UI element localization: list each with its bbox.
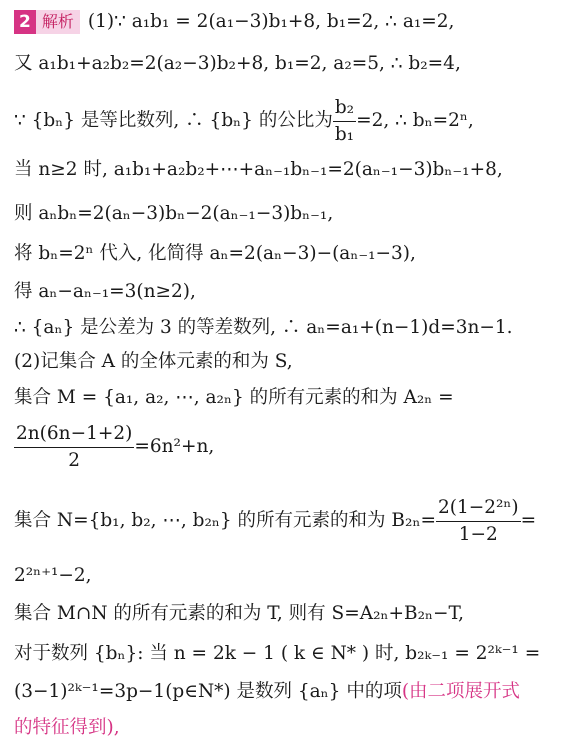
line-3-text: ∵ {bₙ} 是等比数列, ∴ {bₙ} 的公比为 bbox=[14, 110, 333, 131]
sum-a-denominator: 2 bbox=[68, 449, 81, 471]
line-3 bbox=[14, 94, 565, 148]
ratio-denominator: b₁ bbox=[334, 123, 355, 145]
line-1-text: (1)∵ a₁b₁ = 2(a₁−3)b₁+8, b₁=2, ∴ a₁=2, bbox=[87, 11, 455, 32]
sum-a-fraction bbox=[14, 421, 134, 474]
line-7: 得 aₙ−aₙ₋₁=3(n≥2), bbox=[14, 281, 196, 302]
line-13: 2²ⁿ⁺¹−2, bbox=[14, 565, 92, 586]
line-14: 集合 M∩N 的所有元素的和为 T, 则有 S=A₂ₙ+B₂ₙ−T, bbox=[14, 603, 465, 624]
line-17: 的特征得到), bbox=[14, 717, 120, 738]
line-11 bbox=[14, 420, 565, 474]
line-11-tail: =6n²+n, bbox=[134, 436, 215, 457]
line-5: 则 aₙbₙ=2(aₙ−3)bₙ−2(aₙ₋₁−3)bₙ₋₁, bbox=[14, 203, 334, 224]
line-12-tail: = bbox=[520, 510, 537, 531]
line-12 bbox=[14, 494, 565, 548]
sum-a-numerator: 2n(6n−1+2) bbox=[14, 421, 134, 448]
solution-number-badge: 2 bbox=[14, 10, 36, 34]
line-2: 又 a₁b₁+a₂b₂=2(a₂−3)b₂+8, b₁=2, a₂=5, ∴ b₂=4, bbox=[14, 53, 461, 74]
line-10: 集合 M = {a₁, a₂, ⋯, a₂ₙ} 的所有元素的和为 A₂ₙ = bbox=[14, 387, 454, 408]
line-16 bbox=[14, 678, 565, 706]
sum-b-fraction bbox=[436, 495, 521, 548]
line-15: 对于数列 {bₙ}: 当 n = 2k − 1 ( k ∈ N* ) 时, b₂ₖ₋₁ = 2²ᵏ⁻¹ = bbox=[14, 643, 541, 664]
ratio-fraction bbox=[333, 95, 356, 148]
ratio-numerator: b₂ bbox=[333, 95, 356, 122]
line-3-tail: =2, ∴ bₙ=2ⁿ, bbox=[356, 110, 474, 131]
line-12-text: 集合 N={b₁, b₂, ⋯, b₂ₙ} 的所有元素的和为 B₂ₙ= bbox=[14, 510, 436, 531]
sum-b-numerator: 2(1−2²ⁿ) bbox=[436, 495, 521, 522]
solution-label: 解析 bbox=[36, 10, 80, 34]
annotation-note: (由二项展开式 bbox=[401, 681, 521, 702]
line-16-text: (3−1)²ᵏ⁻¹=3p−1(p∈N*) 是数列 {aₙ} 中的项 bbox=[14, 681, 402, 702]
line-1 bbox=[14, 8, 565, 36]
line-4: 当 n≥2 时, a₁b₁+a₂b₂+⋯+aₙ₋₁bₙ₋₁=2(aₙ₋₁−3)bₙ₋₁+8, bbox=[14, 159, 503, 180]
line-6: 将 bₙ=2ⁿ 代入, 化简得 aₙ=2(aₙ−3)−(aₙ₋₁−3), bbox=[14, 243, 416, 264]
line-9: (2)记集合 A 的全体元素的和为 S, bbox=[14, 351, 293, 372]
line-8: ∴ {aₙ} 是公差为 3 的等差数列, ∴ aₙ=a₁+(n−1)d=3n−1. bbox=[14, 317, 513, 338]
sum-b-denominator: 1−2 bbox=[458, 523, 498, 545]
